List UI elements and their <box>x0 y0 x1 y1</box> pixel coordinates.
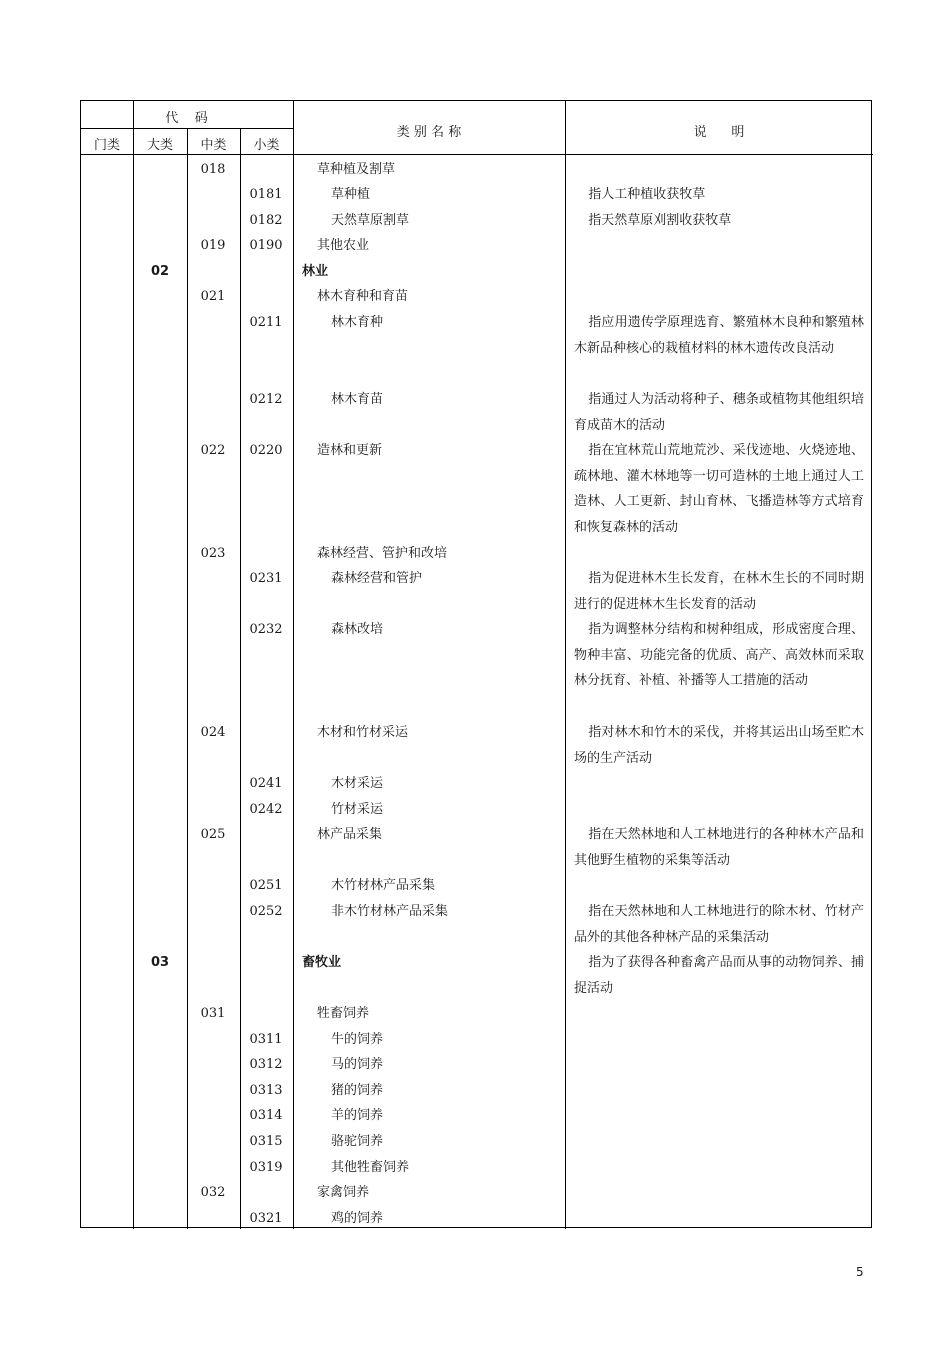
category-name: 林产品采集 <box>317 827 383 842</box>
class-code: 0315 <box>249 1134 283 1149</box>
category-name: 竹材采运 <box>331 802 384 817</box>
category-name: 森林经营、管护和改培 <box>317 546 448 561</box>
description-text: 指通过人为活动将种子、穗条或植物其他组织培育成苗木的活动 <box>574 392 864 433</box>
group-code: 019 <box>200 238 226 253</box>
group-code: 024 <box>200 725 226 740</box>
group-code: 023 <box>200 546 226 561</box>
description-text: 指为了获得各种畜禽产品而从事的动物饲养、捕捉活动 <box>574 955 864 996</box>
class-code: 0231 <box>249 571 283 586</box>
column-divider <box>293 101 294 1229</box>
category-name: 其他农业 <box>317 238 370 253</box>
description-text: 指在宜林荒山荒地荒沙、采伐迹地、火烧迹地、疏林地、灌木林地等一切可造林的土地上通过人工造林、人工更新、封山育林、飞播造林等方式培育和恢复森林的活动 <box>574 443 864 535</box>
header-category-name: 类 别 名 称 <box>396 125 462 140</box>
category-name: 木材采运 <box>331 776 384 791</box>
category-name: 天然草原割草 <box>331 213 410 228</box>
category-name: 森林经营和管护 <box>331 571 423 586</box>
group-code: 032 <box>200 1185 226 1200</box>
description-text: 指人工种植收获牧草 <box>588 187 706 202</box>
category-name: 林木育种 <box>331 315 384 330</box>
class-code: 0212 <box>249 392 283 407</box>
category-name: 猪的饲养 <box>331 1083 384 1098</box>
header-divider <box>81 128 293 129</box>
header-division: 大类 <box>146 138 173 153</box>
division-name: 林业 <box>302 264 329 279</box>
class-code: 0241 <box>249 776 283 791</box>
header-section: 门类 <box>93 138 120 153</box>
group-code: 022 <box>200 443 226 458</box>
column-divider <box>565 101 566 1229</box>
division-name: 畜牧业 <box>302 955 342 970</box>
group-code: 031 <box>200 1006 226 1021</box>
class-code: 0312 <box>249 1057 283 1072</box>
class-code: 0314 <box>249 1108 283 1123</box>
category-name: 草种植 <box>331 187 371 202</box>
category-name: 牛的饲养 <box>331 1032 384 1047</box>
category-name: 森林改培 <box>331 622 384 637</box>
class-code: 0319 <box>249 1160 283 1175</box>
category-name: 骆驼饲养 <box>331 1134 384 1149</box>
category-name: 木材和竹材采运 <box>317 725 409 740</box>
class-code: 0211 <box>249 315 283 330</box>
group-code: 025 <box>200 827 226 842</box>
category-name: 鸡的饲养 <box>331 1211 384 1226</box>
category-name: 马的饲养 <box>331 1057 384 1072</box>
division-code: 03 <box>150 955 170 970</box>
class-code: 0232 <box>249 622 283 637</box>
category-name: 牲畜饲养 <box>317 1006 370 1021</box>
class-code: 0190 <box>249 238 283 253</box>
header-bottom-line <box>81 154 873 155</box>
description-text: 指为促进林木生长发育，在林木生长的不同时期进行的促进林木生长发育的活动 <box>574 571 864 612</box>
category-name: 非木竹材林产品采集 <box>331 904 449 919</box>
class-code: 0182 <box>249 213 283 228</box>
group-code: 018 <box>200 162 226 177</box>
description-text: 指在天然林地和人工林地进行的除木材、竹材产品外的其他各种林产品的采集活动 <box>574 904 864 945</box>
page-number: 5 <box>856 1265 864 1279</box>
description-text: 指在天然林地和人工林地进行的各种林木产品和其他野生植物的采集等活动 <box>574 827 864 868</box>
category-name: 羊的饲养 <box>331 1108 384 1123</box>
description-text: 指为调整林分结构和树种组成，形成密度合理、物种丰富、功能完备的优质、高产、高效林而采取林分抚育、补植、补播等人工措施的活动 <box>574 622 864 689</box>
class-code: 0251 <box>249 878 283 893</box>
category-name: 其他牲畜饲养 <box>331 1160 410 1175</box>
category-name: 林木育种和育苗 <box>317 289 409 304</box>
class-code: 0321 <box>249 1211 283 1226</box>
group-code: 021 <box>200 289 226 304</box>
class-code: 0220 <box>249 443 283 458</box>
description-text: 指应用遗传学原理选育、繁殖林木良种和繁殖林木新品种核心的栽植材料的林木遗传改良活动 <box>574 315 864 356</box>
header-group: 中类 <box>200 138 227 153</box>
description-text: 指天然草原刈割收获牧草 <box>588 213 732 228</box>
category-name: 家禽饲养 <box>317 1185 370 1200</box>
category-name: 木竹材林产品采集 <box>331 878 436 893</box>
description-text: 指对林木和竹木的采伐，并将其运出山场至贮木场的生产活动 <box>574 725 864 766</box>
class-code: 0313 <box>249 1083 283 1098</box>
class-code: 0242 <box>249 802 283 817</box>
category-name: 草种植及割草 <box>317 162 396 177</box>
category-name: 林木育苗 <box>331 392 384 407</box>
header-code: 代 码 <box>165 111 208 126</box>
header-class: 小类 <box>253 138 280 153</box>
category-name: 造林和更新 <box>317 443 383 458</box>
class-code: 0311 <box>249 1032 283 1047</box>
division-code: 02 <box>150 264 170 279</box>
class-code: 0181 <box>249 187 283 202</box>
class-code: 0252 <box>249 904 283 919</box>
header-description: 说 明 <box>693 125 745 140</box>
